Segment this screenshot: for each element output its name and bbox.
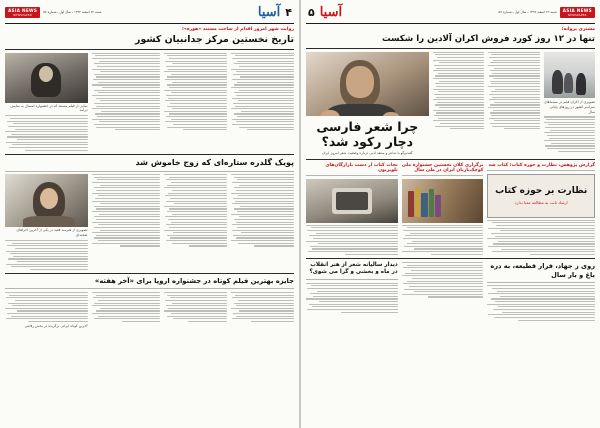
bottom-body-1	[487, 285, 595, 320]
books-body	[487, 220, 595, 255]
second-col-1	[92, 174, 161, 270]
bottom-body-3	[306, 283, 398, 313]
lead-caption-left: تصویری از اکران فیلم در سینماهای سراسر کشور در روزهای پایانی سال	[543, 100, 595, 114]
issue-meta-right: شنبه ۲۲ اسفند ۱۳۹۴ ـ سال اول ـ شماره ۵۷	[43, 10, 102, 15]
mid-section-tv	[306, 163, 398, 255]
lead-text-col-1	[433, 52, 484, 156]
masthead-left-group-right	[258, 5, 294, 20]
books-title-box	[487, 174, 595, 218]
brand-word-right: آسیا	[257, 5, 281, 20]
masthead-right	[5, 4, 294, 24]
logo-sub-text: NEWSPAPER	[568, 13, 587, 17]
bottom-body-2	[402, 262, 484, 297]
third-col-0-body	[5, 292, 88, 322]
lead-text-col-3	[544, 52, 595, 156]
right-lead-col-1	[5, 115, 88, 150]
second-photo-body	[5, 240, 88, 270]
right-lead-col-2	[92, 53, 161, 151]
third-col-2	[164, 292, 227, 329]
third-col-3	[231, 292, 294, 329]
brand-word-left: آسیا	[319, 5, 343, 20]
lead-photo-snow	[544, 52, 595, 98]
lead-kicker-left: مشتری پروانه؛	[561, 27, 595, 32]
books-subtitle: ارشاد ثابت به مطالعه معنا ندارد	[514, 200, 568, 206]
books-title: نظارت بر حوزه کتاب	[495, 186, 588, 197]
lead-headline-right: تاریخ نخستین مرکز جدانبیان کشور	[135, 33, 294, 45]
third-col-0	[5, 292, 88, 329]
publication-logo-left	[560, 7, 595, 17]
masthead-left	[306, 4, 595, 24]
tv-body	[306, 225, 398, 255]
issue-meta-left: شنبه ۲۲ اسفند ۱۳۹۴ ـ سال اول ـ شماره ۵۷	[498, 10, 557, 15]
second-photo-col	[5, 174, 88, 270]
feature-caption-left: گفت‌وگو با شاعر و منتقد ادبی درباره وضعیت شعر امروز ایران	[321, 150, 413, 155]
third-caption-right: آخرین کوتاه ایرانی برگزیده در بخش رقابتی	[24, 324, 88, 329]
masthead-logo-group-right	[5, 7, 101, 17]
bottom-article-2	[402, 262, 484, 423]
lead-headline-left: تنها در ۱۲ روز کورد فروش اکران آلادین را شکست	[381, 33, 595, 44]
mid-section-books	[487, 163, 595, 255]
second-col-2	[164, 174, 227, 270]
mid-band-festival: برگزاری کلان نخستین جشنواره ملی کوچک‌بازیان ایران در طی سال	[401, 162, 484, 173]
right-lead-col-3	[164, 53, 227, 151]
right-lead-col-4	[231, 53, 294, 151]
lead-story-right	[5, 27, 294, 151]
bottom-title-1: روی ز جهاد، فرار قطیعه، به دره باغ و بار سال	[490, 262, 595, 279]
second-story-right	[5, 158, 294, 270]
artist-portrait-photo	[5, 174, 88, 227]
logo-sub-text-right: NEWSPAPER	[13, 13, 32, 17]
festival-body	[402, 225, 484, 255]
lead-caption-right: نمایی از فیلم مستند که در جشنواره امسال به نمایش درآمد	[10, 103, 88, 113]
page-number-left: ۵	[308, 6, 315, 19]
bottom-row-left	[306, 262, 595, 423]
third-col-1	[92, 292, 161, 329]
second-caption-right: تصویری از هنرمند فقید در یکی از آخرین اجراهای صحنه‌ای	[16, 228, 88, 238]
documentary-photo	[5, 53, 88, 103]
mid-section-festival	[402, 163, 484, 255]
mid-section-row-left	[306, 163, 595, 255]
mid-band-tv: نجات کتاب از دست بازارگان‌های تلویزیون	[325, 162, 398, 173]
logo-main-text: ASIA NEWS	[562, 8, 592, 14]
right-lead-photo-col	[5, 53, 88, 151]
festival-photo-books	[402, 179, 484, 223]
lead-story-left	[306, 27, 595, 156]
masthead-logo-group-left	[499, 7, 595, 17]
bottom-article-1	[487, 262, 595, 423]
third-story-right	[5, 277, 294, 423]
feature-photo-portrait	[306, 52, 429, 116]
bottom-title-3: دیدار سالیانه شعر از هنر انقلاب در ماه و بخشی و گرا می شوی؟	[309, 262, 398, 276]
feature-headline-left: چرا شعر فارسی دچار رکود شد؟	[316, 118, 419, 150]
second-col-3	[231, 174, 294, 270]
logo-main-text-right: ASIA NEWS	[8, 8, 38, 14]
page-number-right: ۴	[285, 6, 292, 19]
third-headline-right: جایزه بهترین فیلم کوتاه در جشنواره اروپا برای «آخر هفته»	[94, 277, 294, 286]
lead-text-col-2	[488, 52, 539, 156]
second-headline-right: پویک گلدره ستاره‌ای که زوج خاموش شد	[135, 157, 294, 167]
tv-photo	[306, 179, 398, 223]
page-left	[300, 0, 600, 428]
feature-story-left	[306, 52, 429, 156]
mid-band-books: گزارش پژوهش، نظارت و حوزه کتاب؛ کتاب شد	[488, 162, 595, 168]
lead-kicker-right: روایت شهر امروز اقدام از ساخت مستند «هوره»؛	[182, 27, 294, 32]
publication-logo-right	[5, 7, 40, 17]
masthead-right-group-left	[306, 5, 342, 20]
bottom-article-3	[306, 262, 398, 423]
